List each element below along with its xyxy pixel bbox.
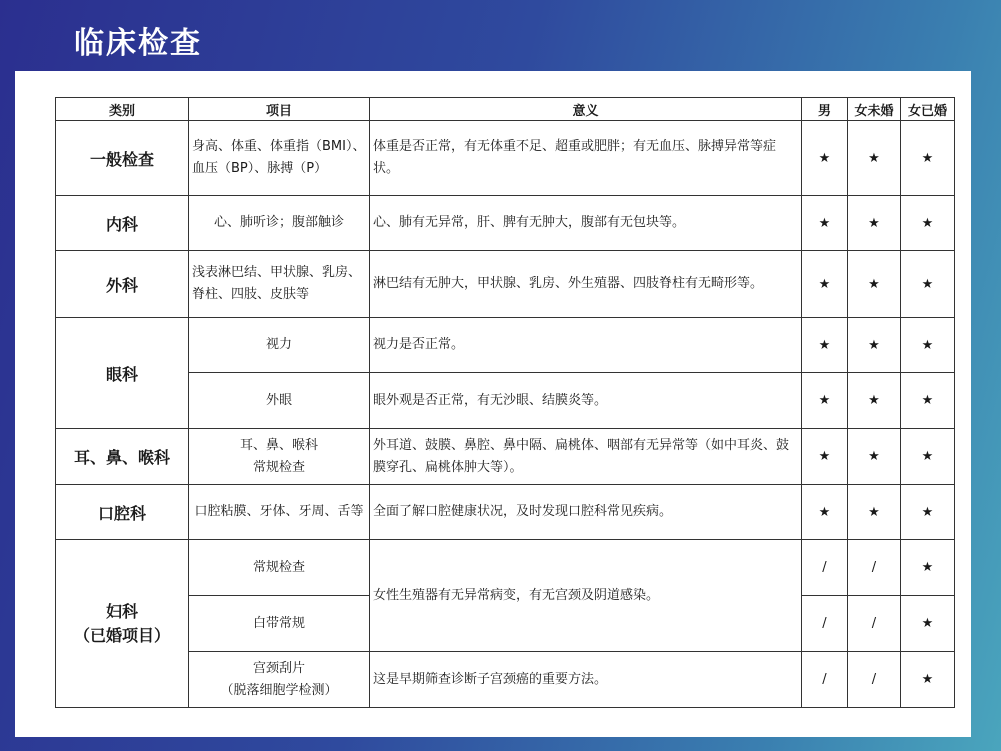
item-cell: 视力	[189, 318, 370, 373]
category-cell: 一般检查	[56, 121, 189, 196]
male-mark: /	[802, 596, 848, 652]
married-mark: ★	[901, 485, 955, 540]
unmarried-mark: /	[848, 540, 901, 596]
meaning-cell: 外耳道、鼓膜、鼻腔、鼻中隔、扁桃体、咽部有无异常等（如中耳炎、鼓膜穿孔、扁桃体肿大等）。	[370, 429, 802, 485]
unmarried-mark: ★	[848, 485, 901, 540]
unmarried-mark: ★	[848, 429, 901, 485]
item-cell	[189, 652, 370, 708]
married-mark: ★	[901, 251, 955, 318]
male-mark: ★	[802, 373, 848, 429]
married-mark: ★	[901, 596, 955, 652]
item-line-2: （脱落细胞学检测）	[220, 682, 338, 698]
unmarried-mark: ★	[848, 196, 901, 251]
married-mark: ★	[901, 318, 955, 373]
category-cell: 耳、鼻、喉科	[56, 429, 189, 485]
item-cell: 白带常规	[189, 596, 370, 652]
header-meaning: 意义	[370, 98, 802, 121]
table-row	[56, 652, 955, 708]
meaning-cell: 眼外观是否正常，有无沙眼、结膜炎等。	[370, 373, 802, 429]
unmarried-mark: ★	[848, 251, 901, 318]
item-cell: 心、肺听诊；腹部触诊	[189, 196, 370, 251]
male-mark: ★	[802, 485, 848, 540]
category-cell: 外科	[56, 251, 189, 318]
table-row	[56, 540, 955, 596]
table-row	[56, 485, 955, 540]
category-cell: 口腔科	[56, 485, 189, 540]
table-row	[56, 196, 955, 251]
meaning-cell: 这是早期筛查诊断子宫颈癌的重要方法。	[370, 652, 802, 708]
married-mark: ★	[901, 652, 955, 708]
category-line-2: （已婚项目）	[73, 625, 170, 645]
item-cell: 身高、体重、体重指（BMI）、血压（BP）、脉搏（P）	[189, 121, 370, 196]
male-mark: /	[802, 540, 848, 596]
header-female-unmarried: 女未婚	[848, 98, 901, 121]
category-cell: 内科	[56, 196, 189, 251]
married-mark: ★	[901, 196, 955, 251]
category-cell	[56, 540, 189, 708]
category-line-1: 妇科	[105, 601, 138, 621]
item-cell	[189, 429, 370, 485]
male-mark: ★	[802, 429, 848, 485]
item-line-2: 常规检查	[252, 459, 305, 475]
content-panel	[15, 71, 971, 737]
meaning-cell: 心、肺有无异常，肝、脾有无肿大，腹部有无包块等。	[370, 196, 802, 251]
header-female-married: 女已婚	[901, 98, 955, 121]
meaning-cell: 淋巴结有无肿大，甲状腺、乳房、外生殖器、四肢脊柱有无畸形等。	[370, 251, 802, 318]
item-cell: 浅表淋巴结、甲状腺、乳房、脊柱、四肢、皮肤等	[189, 251, 370, 318]
male-mark: ★	[802, 318, 848, 373]
unmarried-mark: /	[848, 652, 901, 708]
male-mark: /	[802, 652, 848, 708]
male-mark: ★	[802, 196, 848, 251]
table-row	[56, 121, 955, 196]
unmarried-mark: /	[848, 596, 901, 652]
meaning-cell: 体重是否正常，有无体重不足、超重或肥胖；有无血压、脉搏异常等症状。	[370, 121, 802, 196]
item-cell: 常规检查	[189, 540, 370, 596]
married-mark: ★	[901, 373, 955, 429]
table-row	[56, 373, 955, 429]
category-cell: 眼科	[56, 318, 189, 429]
unmarried-mark: ★	[848, 373, 901, 429]
item-cell: 口腔粘膜、牙体、牙周、舌等	[189, 485, 370, 540]
item-cell: 外眼	[189, 373, 370, 429]
meaning-cell: 全面了解口腔健康状况，及时发现口腔科常见疾病。	[370, 485, 802, 540]
header-category: 类别	[56, 98, 189, 121]
male-mark: ★	[802, 251, 848, 318]
table-row	[56, 318, 955, 373]
meaning-cell: 女性生殖器有无异常病变，有无宫颈及阴道感染。	[370, 540, 802, 652]
unmarried-mark: ★	[848, 121, 901, 196]
table-header-row	[56, 98, 955, 121]
married-mark: ★	[901, 429, 955, 485]
exam-table	[55, 97, 955, 708]
header-item: 项目	[189, 98, 370, 121]
unmarried-mark: ★	[848, 318, 901, 373]
item-line-1: 耳、鼻、喉科	[239, 437, 318, 453]
married-mark: ★	[901, 540, 955, 596]
table-row	[56, 429, 955, 485]
meaning-cell: 视力是否正常。	[370, 318, 802, 373]
male-mark: ★	[802, 121, 848, 196]
item-line-1: 宫颈刮片	[252, 660, 305, 676]
table-row	[56, 251, 955, 318]
married-mark: ★	[901, 121, 955, 196]
header-male: 男	[802, 98, 848, 121]
page-title: 临床检查	[74, 26, 202, 61]
